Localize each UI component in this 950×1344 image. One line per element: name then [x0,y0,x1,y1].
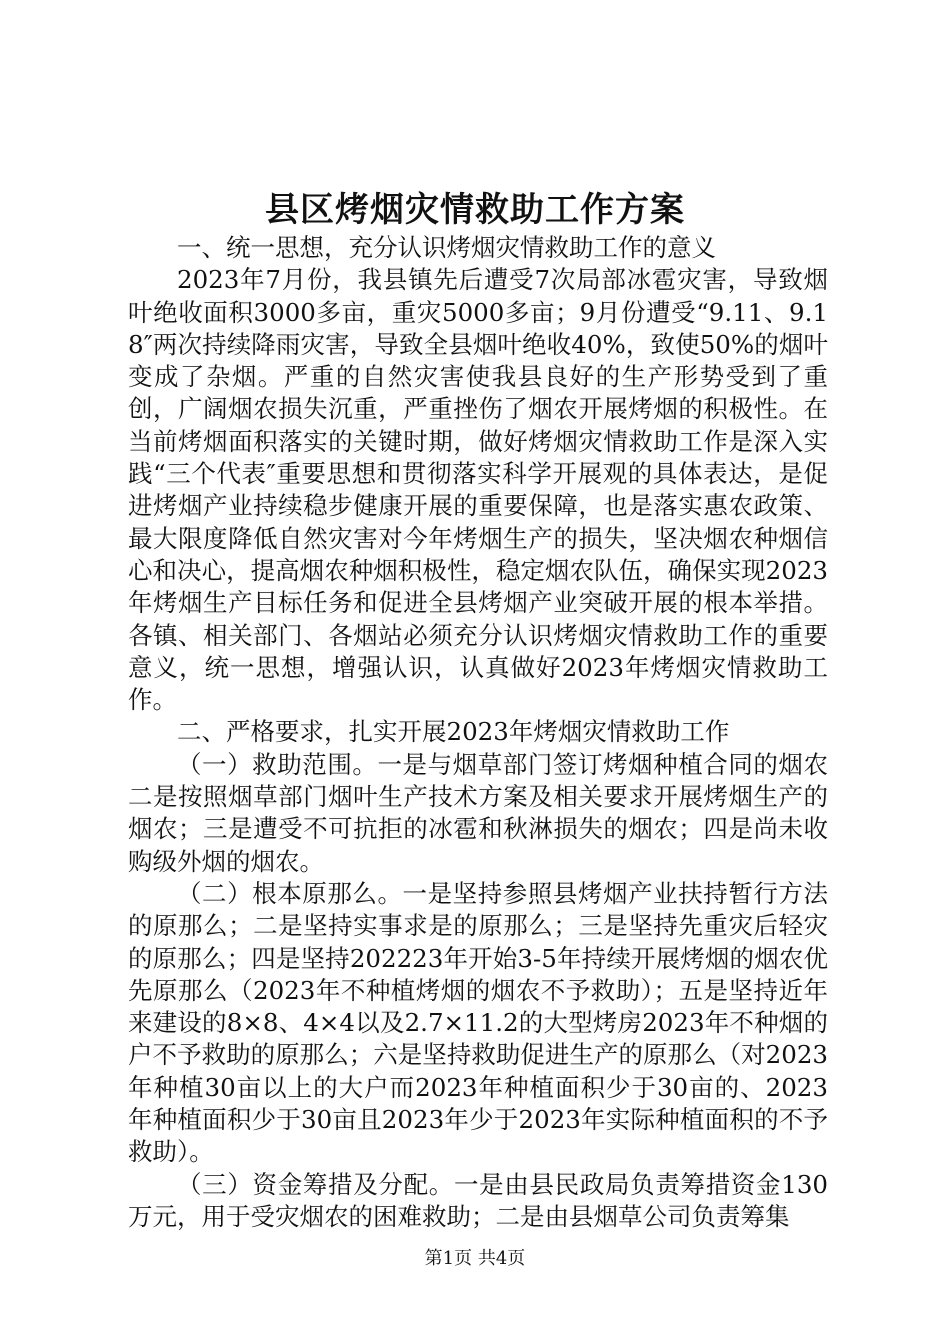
paragraph: （一）救助范围。一是与烟草部门签订烤烟种植合同的烟农二是按照烟草部门烟叶生产技术方案及相关要求开展烤烟生产的烟农；三是遭受不可抗拒的冰雹和秋淋损失的烟农；四是尚未收购级外烟的烟农。 [128,749,828,876]
section-heading-1: 一、统一思想，充分认识烤烟灾情救助工作的意义 [177,233,716,262]
section-heading-2: 二、严格要求，扎实开展2023年烤烟灾情救助工作 [177,717,730,747]
page-footer: 第1页 共4页 [424,1248,526,1269]
document-body [128,232,828,1233]
paragraph: （二）根本原那么。一是坚持参照县烤烟产业扶持暂行方法的原那么；二是坚持实事求是的原那么；三是坚持先重灾后轻灾的原那么；四是坚持202223年开始3-5年持续开展烤烟的烟农优先原那么（2023年不种植烤烟的烟农不予救助）；五是坚持近年来建设的8×8、4×4以及2.7×11.2的大型烤房2023年不种烟的户不予救助的原那么；六是坚持救助促进生产的原那么（对2023年种植30亩以上的大户而2023年种植面积少于30亩的、2023年种植面积少于30亩且2023年少于2023年实际种植面积的不予救助）。 [128,878,828,1167]
document-title: 县区烤烟灾情救助工作方案 [265,190,685,230]
paragraph: （三）资金筹措及分配。一是由县民政局负责筹措资金130万元，用于受灾烟农的困难救助；二是由县烟草公司负责筹集 [128,1169,828,1231]
paragraph: 2023年7月份，我县镇先后遭受7次局部冰雹灾害，导致烟叶绝收面积3000多亩，重灾5000多亩；9月份遭受“9.11、9.18″两次持续降雨灾害，导致全县烟叶绝收40%，致使50%的烟叶变成了杂烟。严重的自然灾害使我县良好的生产形势受到了重创，广阔烟农损失沉重，严重挫伤了烟农开展烤烟的积极性。在当前烤烟面积落实的关键时期，做好烤烟灾情救助工作是深入实践“三个代表″重要思想和贯彻落实科学开展观的具体表达，是促进烤烟产业持续稳步健康开展的重要保障，也是落实惠农政策、最大限度降低自然灾害对今年烤烟生产的损失，坚决烟农种烟信心和决心，提高烟农种烟积极性，稳定烟农队伍，确保实现2023年烤烟生产目标任务和促进全县烤烟产业突破开展的根本举措。各镇、相关部门、各烟站必须充分认识烤烟灾情救助工作的重要意义，统一思想，增强认识，认真做好2023年烤烟灾情救助工作。 [128,265,828,715]
